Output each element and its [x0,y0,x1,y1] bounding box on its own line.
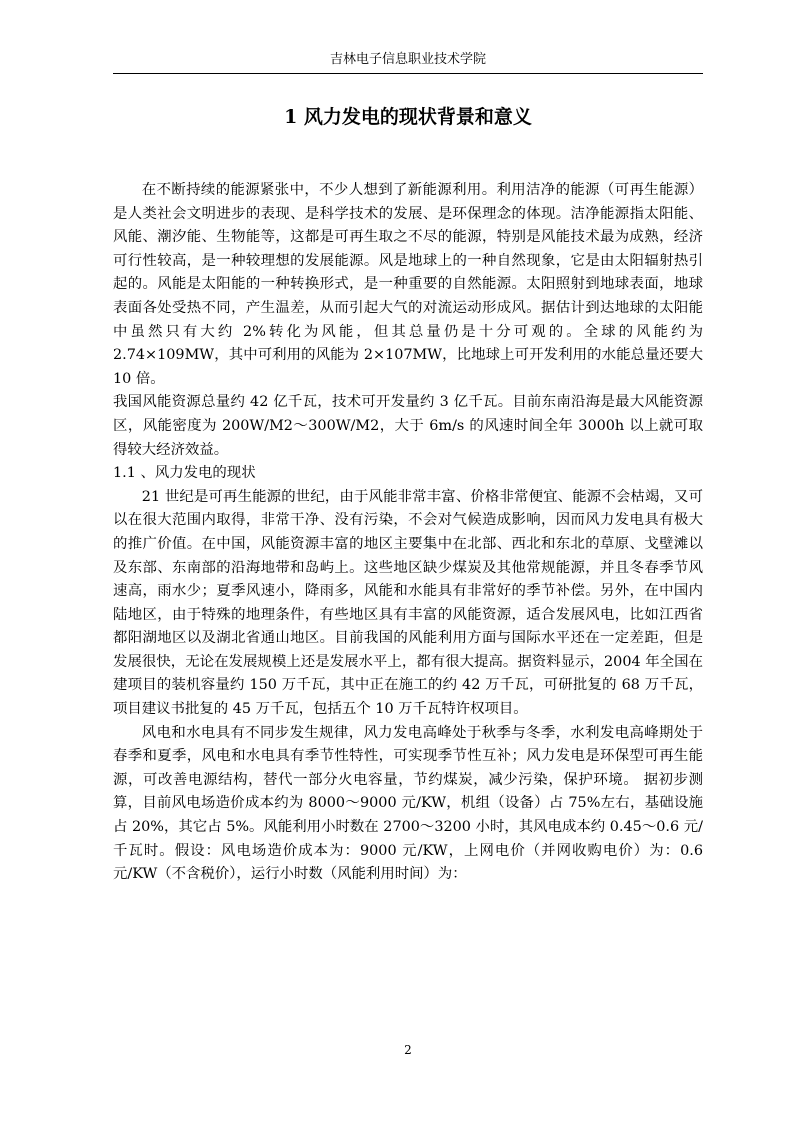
page-header: 吉林电子信息职业技术学院 [329,52,486,67]
paragraph-complement: 风电和水电具有不同步发生规律，风力发电高峰处于秋季与冬季，水利发电高峰期处于春季和夏季，风电和水电具有季节性特性，可实现季节性互补；风力发电是环保型可再生能源，可改善电源结构，替代一部分火电容量，节约煤炭，减少污染，保护环境。 据初步测算，目前风电场造价成本约为 8000～9000 元/KW，机组（设备）占 75%左右，基础设施占 20%，其它占 5%。风能利用小时数在 2700～3200 小时，其风电成本约 0.45～0.6 元/千瓦时。假设：风电场造价成本为：9000 元/KW，上网电价（并网收购电价）为：0.6 元/KW（不含税价），运行小时数（风能利用时间）为： [113,724,703,883]
paragraph-intro: 在不断持续的能源紧张中，不少人想到了新能源利用。利用洁净的能源（可再生能源）是人类社会文明进步的表现、是科学技术的发展、是环保理念的体现。洁净能源指太阳能、风能、潮汐能、生物能等，这都是可再生取之不尽的能源，特别是风能技术最为成熟，经济可行性较高，是一种较理想的发展能源。风是地球上的一种自然现象，它是由太阳辐射热引起的。风能是太阳能的一种转换形式，是一种重要的自然能源。太阳照射到地球表面，地球表面各处受热不同，产生温差，从而引起大气的对流运动形成风。据估计到达地球的太阳能中虽然只有大约 2%转化为风能，但其总量仍是十分可观的。全球的风能约为 2.74×109MW，其中可利用的风能为 2×107MW，比地球上可开发利用的水能总量还要大 10 倍。 [113,182,703,387]
paragraph-status: 21 世纪是可再生能源的世纪，由于风能非常丰富、价格非常便宜、能源不会枯竭，又可以在很大范围内取得，非常干净、没有污染，不会对气候造成影响，因而风力发电具有极大的推广价值。在中国，风能资源丰富的地区主要集中在北部、西北和东北的草原、戈壁滩以及东部、东南部的沿海地带和岛屿上。这些地区缺少煤炭及其他常规能源，并且冬春季节风速高，雨水少；夏季风速小，降雨多，风能和水能具有非常好的季节补偿。另外，在中国内陆地区，由于特殊的地理条件，有些地区具有丰富的风能资源，适合发展风电，比如江西省都阳湖地区以及湖北省通山地区。目前我国的风能利用方面与国际水平还在一定差距，但是发展很快，无论在发展规模上还是发展水平上，都有很大提高。据资料显示，2004 年全国在建项目的装机容量约 150 万千瓦，其中正在施工的约 42 万千瓦，可研批复的 68 万千瓦，项目建议书批复的 45 万千瓦，包括五个 10 万千瓦特许权项目。 [113,488,703,718]
page-number: 2 [404,1043,412,1057]
paragraph-resources: 我国风能资源总量约 42 亿千瓦，技术可开发量约 3 亿千瓦。目前东南沿海是最大风能资源区，风能密度为 200W/M2～300W/M2，大于 6m/s 的风速时间全年 3000h 以上就可取得较大经济效益。 [113,394,703,458]
subsection-heading: 1.1 、风力发电的现状 [113,465,256,482]
document-body [113,179,703,887]
section-title: 1 风力发电的现状背景和意义 [284,106,532,128]
header-rule [113,73,703,74]
